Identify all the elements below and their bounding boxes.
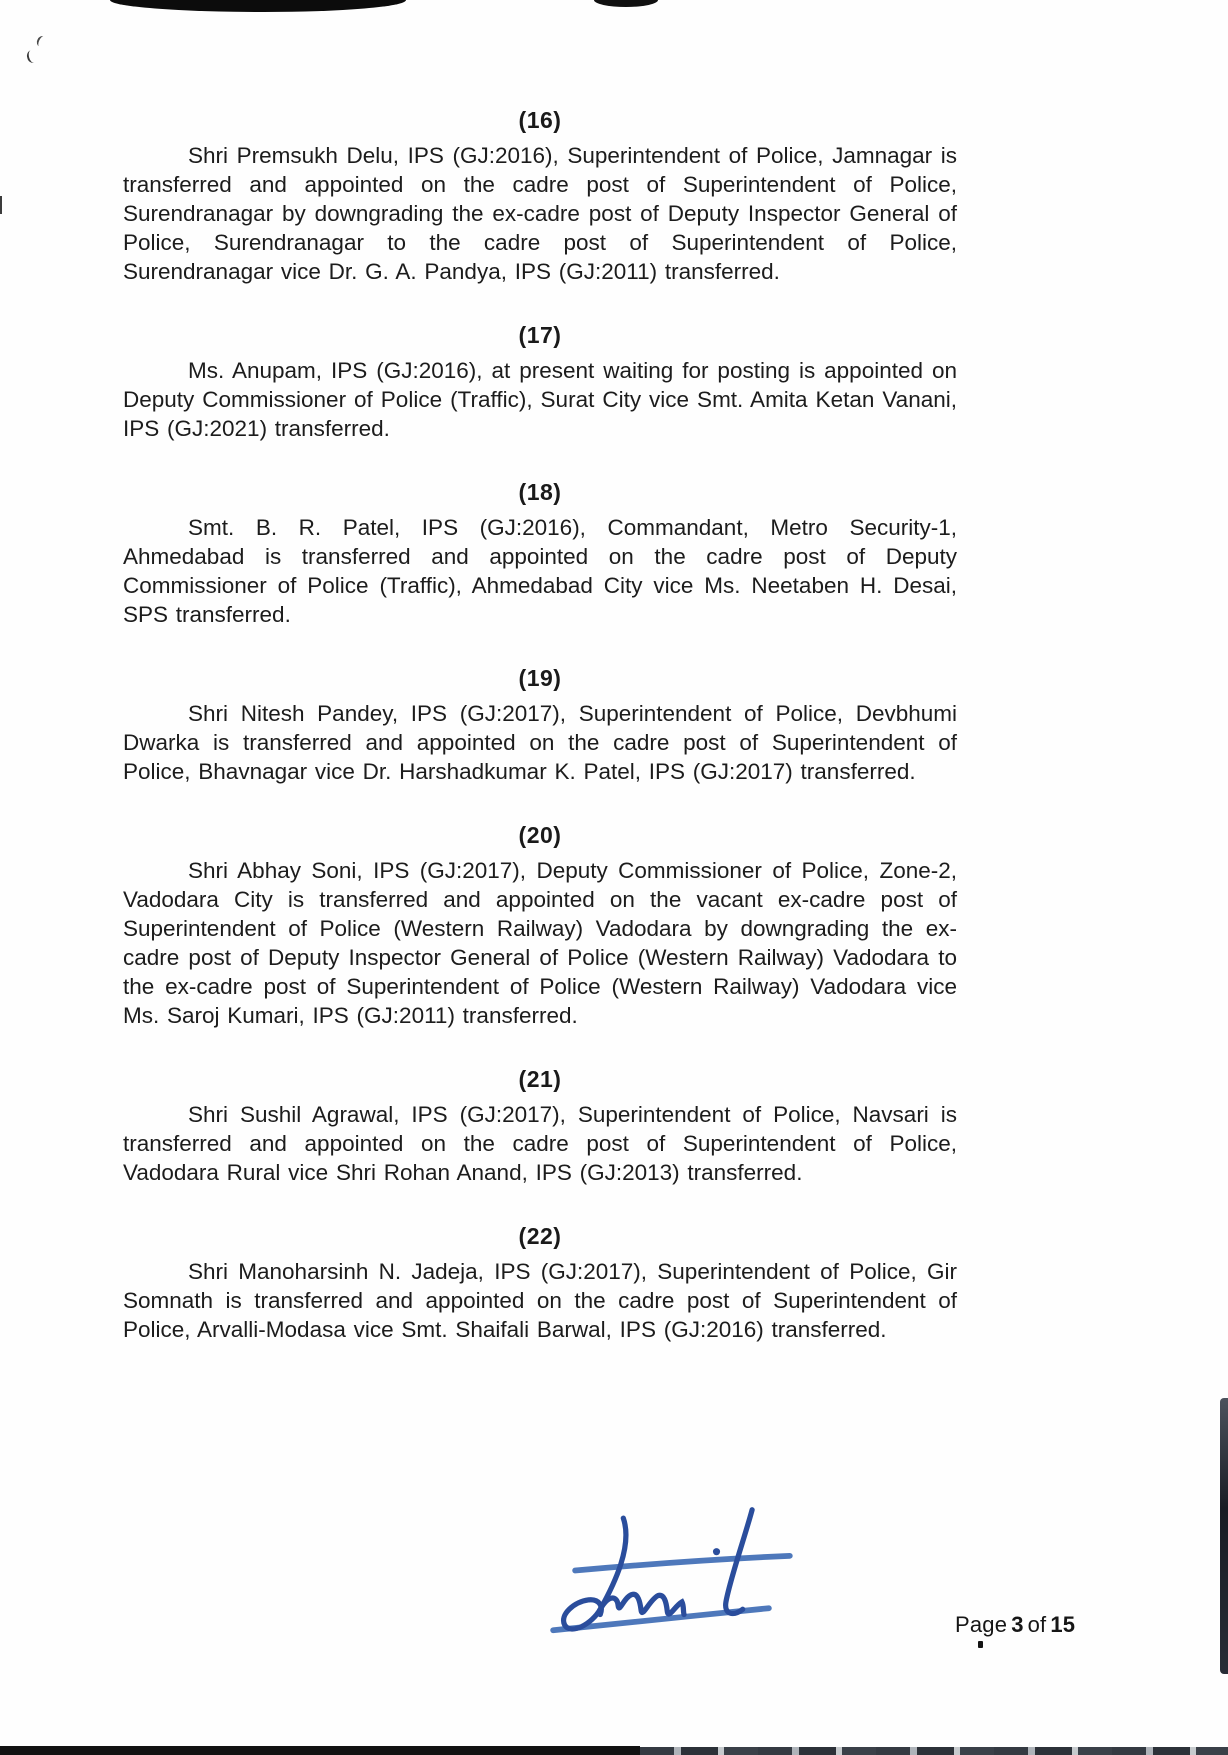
order-number: (20)	[518, 822, 562, 848]
scan-bottom-bar-dashed-icon	[640, 1747, 1228, 1755]
order-item-20	[123, 821, 957, 1030]
order-text: Shri Sushil Agrawal, IPS (GJ:2017), Superintendent of Police, Navsari is transferred and appointed on the cadre post of Superintendent of Police, Vadodara Rural vice Shri Rohan Anand, IPS (GJ:2013) transferred.	[123, 1102, 957, 1185]
order-item-16	[123, 106, 957, 286]
order-text: Shri Manoharsinh N. Jadeja, IPS (GJ:2017), Superintendent of Police, Gir Somnath is transferred and appointed on the cadre post of Superintendent of Police, Arvalli-Modasa vice Smt. Shaifali Barwal, IPS (GJ:2016) transferred.	[123, 1259, 957, 1342]
signature-icon	[550, 1504, 794, 1636]
pen-mark-icon	[35, 35, 48, 49]
order-item-21	[123, 1065, 957, 1187]
scan-edge-streak-icon	[1220, 1398, 1228, 1674]
order-item-17	[123, 321, 957, 443]
order-item-19	[123, 664, 957, 786]
document-body	[123, 106, 957, 1344]
order-text: Shri Nitesh Pandey, IPS (GJ:2017), Superintendent of Police, Devbhumi Dwarka is transferred and appointed on the cadre post of Superintendent of Police, Bhavnagar vice Dr. Harshadkumar K. Patel, IPS (GJ:2017) transferred.	[123, 701, 957, 784]
order-item-22	[123, 1222, 957, 1344]
pen-mark-icon	[26, 49, 40, 64]
scan-artifact-top-blob-icon	[110, 0, 406, 12]
page-label: Page	[955, 1612, 1008, 1637]
total-pages-value: 15	[1050, 1612, 1076, 1637]
order-text: Ms. Anupam, IPS (GJ:2016), at present waiting for posting is appointed on Deputy Commissioner of Police (Traffic), Surat City vice Smt. Amita Ketan Vanani, IPS (GJ:2021) transferred.	[123, 358, 957, 441]
order-item-18	[123, 478, 957, 629]
scan-speck-icon	[978, 1641, 983, 1648]
order-number: (17)	[518, 322, 562, 348]
scan-bottom-bar-icon	[0, 1746, 640, 1755]
order-text: Smt. B. R. Patel, IPS (GJ:2016), Commandant, Metro Security-1, Ahmedabad is transferred and appointed on the cadre post of Deputy Commissioner of Police (Traffic), Ahmedabad City vice Ms. Neetaben H. Desai, SPS transferred.	[123, 515, 957, 627]
order-number: (21)	[518, 1066, 562, 1092]
order-number: (18)	[518, 479, 562, 505]
order-text: Shri Abhay Soni, IPS (GJ:2017), Deputy Commissioner of Police, Zone-2, Vadodara City is transferred and appointed on the vacant ex-cadre post of Superintendent of Police (Western Railway) Vadodara by downgrading the ex-cadre post of Deputy Inspector General of Police (Western Railway) Vadodara to the ex-cadre post of Superintendent of Police (Western Railway) Vadodara vice Ms. Saroj Kumari, IPS (GJ:2011) transferred.	[123, 858, 957, 1028]
scan-edge-tick-icon	[0, 196, 2, 214]
order-number: (16)	[518, 107, 562, 133]
of-label: of	[1027, 1612, 1047, 1637]
page-number	[953, 1612, 1077, 1638]
order-number: (19)	[518, 665, 562, 691]
order-text: Shri Premsukh Delu, IPS (GJ:2016), Superintendent of Police, Jamnagar is transferred and appointed on the cadre post of Superintendent of Police, Surendranagar by downgrading the ex-cadre post of Deputy Inspector General of Police, Surendranagar to the cadre post of Superintendent of Police, Surendranagar vice Dr. G. A. Pandya, IPS (GJ:2011) transferred.	[123, 143, 957, 284]
order-number: (22)	[518, 1223, 562, 1249]
page-number-value: 3	[1011, 1612, 1024, 1637]
scan-artifact-top-blob-small-icon	[594, 0, 658, 7]
